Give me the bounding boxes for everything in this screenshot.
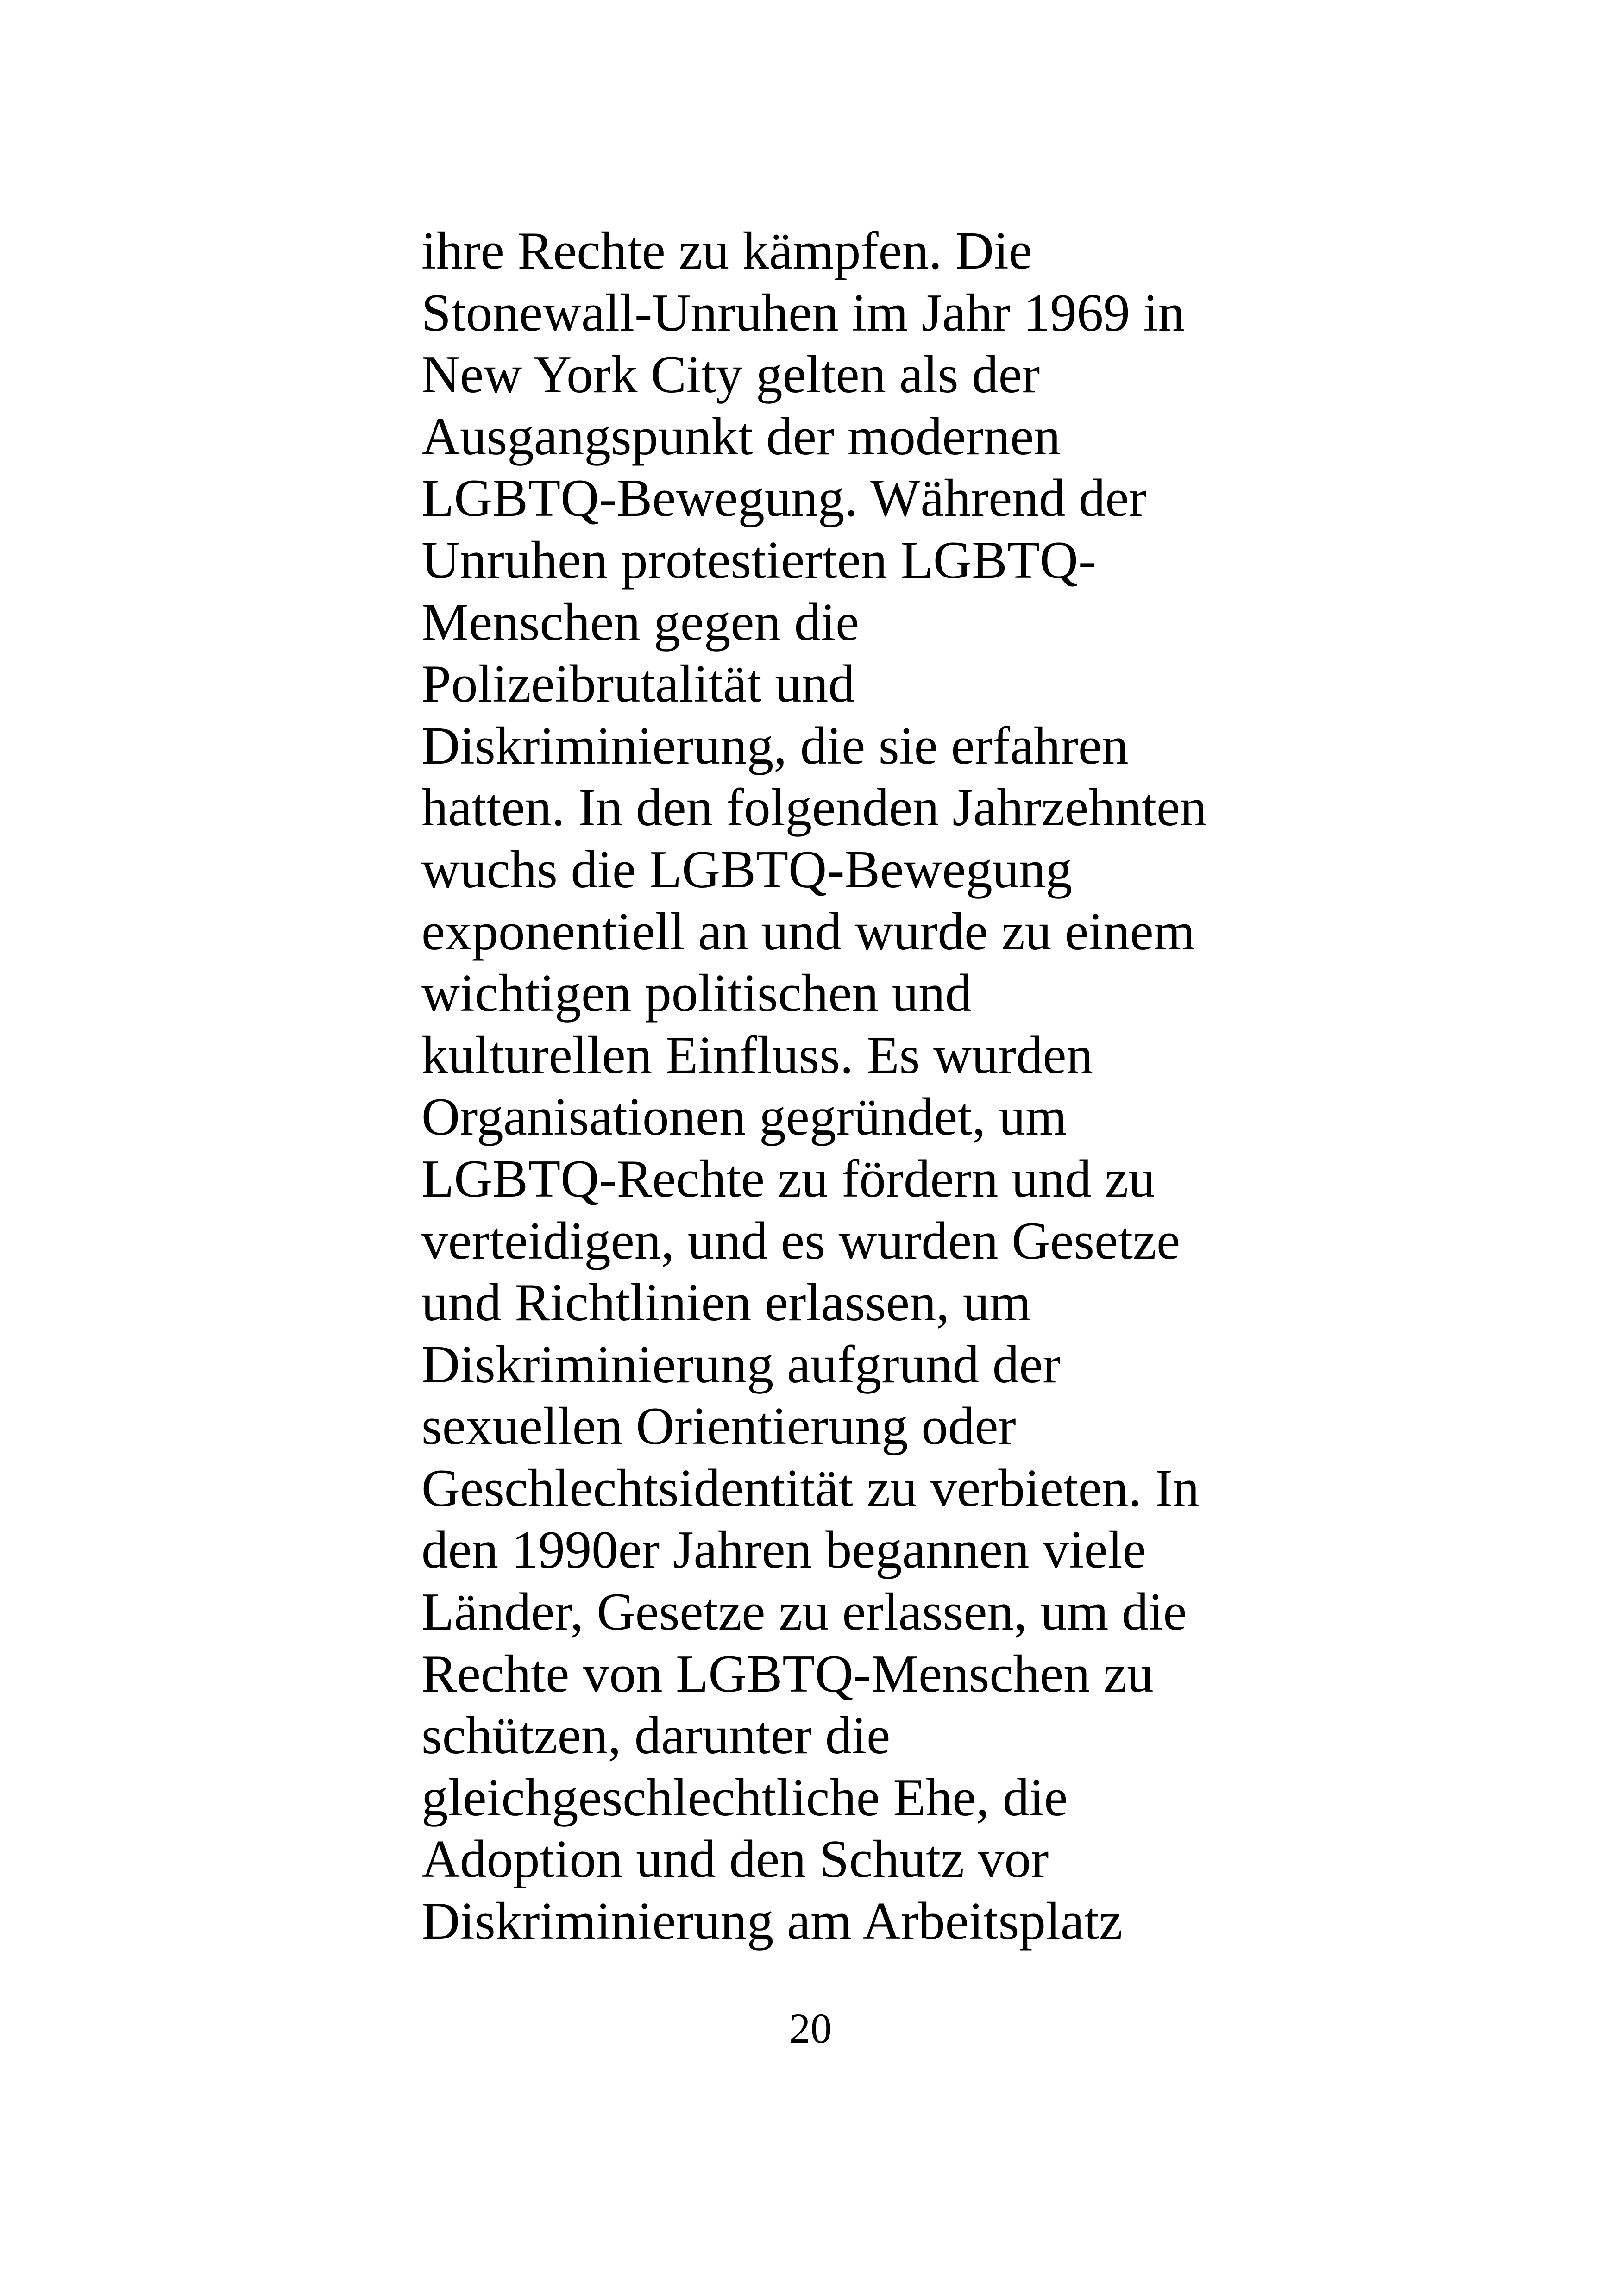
text-line: Polizeibrutalität und: [421, 654, 855, 714]
text-line: gleichgeschlechtliche Ehe, die: [421, 1768, 1068, 1827]
text-line: kulturellen Einfluss. Es wurden: [421, 1025, 1093, 1085]
text-line: Stonewall-Unruhen im Jahr 1969 in: [421, 283, 1185, 342]
text-line: LGBTQ-Rechte zu fördern und zu: [421, 1149, 1155, 1208]
text-line: Menschen gegen die: [421, 592, 860, 652]
page-number: 20: [789, 2005, 832, 2052]
text-line: ihre Rechte zu kämpfen. Die: [421, 221, 1032, 280]
text-line: Diskriminierung am Arbeitsplatz: [421, 1892, 1123, 1951]
text-line: LGBTQ-Bewegung. Während der: [421, 469, 1147, 528]
text-line: Ausgangspunkt der modernen: [421, 407, 1061, 466]
text-line: Rechte von LGBTQ-Menschen zu: [421, 1644, 1154, 1703]
text-line: Länder, Gesetze zu erlassen, um die: [421, 1582, 1187, 1642]
text-line: wichtigen politischen und: [421, 964, 972, 1023]
text-line: Organisationen gegründet, um: [421, 1087, 1067, 1147]
body-text: [421, 220, 1255, 1952]
text-line: Unruhen protestierten LGBTQ-: [421, 530, 1096, 590]
text-line: Diskriminierung, die sie erfahren: [421, 716, 1129, 775]
text-line: Adoption und den Schutz vor: [421, 1830, 1049, 1889]
text-line: Diskriminierung aufgrund der: [421, 1335, 1061, 1394]
text-line: exponentiell an und wurde zu einem: [421, 902, 1195, 961]
text-line: sexuellen Orientierung oder: [421, 1397, 1016, 1456]
text-line: den 1990er Jahren begannen viele: [421, 1520, 1146, 1580]
text-line: verteidigen, und es wurden Gesetze: [421, 1211, 1181, 1270]
text-line: wuchs die LGBTQ-Bewegung: [421, 840, 1073, 899]
text-line: New York City gelten als der: [421, 345, 1040, 404]
text-line: Geschlechtsidentität zu verbieten. In: [421, 1458, 1200, 1518]
text-line: schützen, darunter die: [421, 1706, 891, 1765]
text-line: und Richtlinien erlassen, um: [421, 1273, 1031, 1332]
text-line: hatten. In den folgenden Jahrzehnten: [421, 778, 1207, 837]
